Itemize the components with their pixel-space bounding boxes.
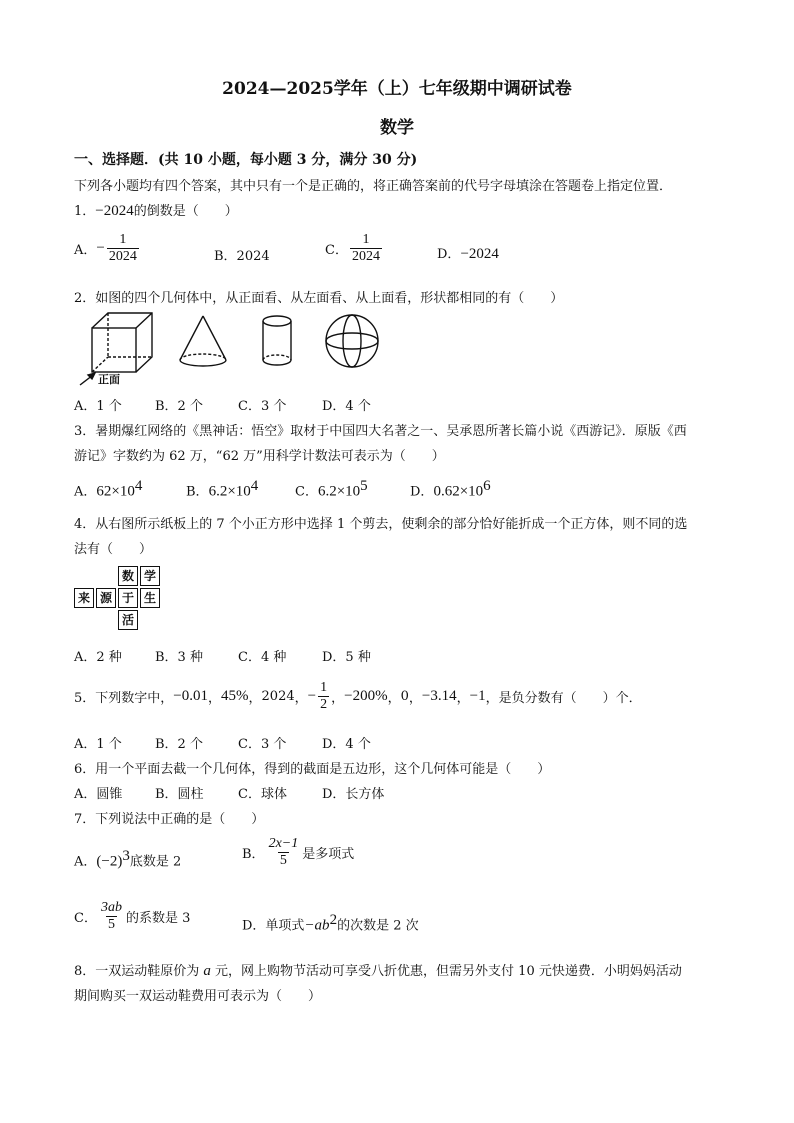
q7-a-expr: (−2) <box>96 853 123 870</box>
q7-option-a <box>74 848 181 870</box>
q1-a-sign: − <box>96 240 105 257</box>
q5-prefix: 5．下列数字中， <box>74 691 174 707</box>
q3-option-a <box>74 478 142 500</box>
question-3-line-2: 游记》字数约为 62 万，“62 万”用科学计数法可表示为（ ） <box>74 449 445 464</box>
q5-option-d: D．4 个 <box>322 737 371 752</box>
net-cell-yu: 于 <box>118 588 138 608</box>
exam-title: 2024—2025学年（上）七年级期中调研试卷 <box>222 79 572 99</box>
q3-c-exp: 5 <box>360 478 368 494</box>
q3-b-exp: 4 <box>250 478 259 494</box>
q2-solids-figure <box>76 308 396 388</box>
q1-d-label: D． <box>437 247 461 262</box>
q7-option-b <box>242 836 354 869</box>
q5-sep: ， <box>456 691 470 707</box>
q4-option-d: D．5 种 <box>322 650 371 665</box>
q5-sep: ， <box>387 691 401 707</box>
cube-net-figure <box>74 566 164 632</box>
q5-option-a: A．1 个 <box>74 737 122 752</box>
q5-num-1: −0.01 <box>173 688 208 705</box>
q1-option-a <box>74 232 141 265</box>
cone-figure <box>180 316 226 366</box>
q7-d-label: D．单项式 <box>242 918 305 934</box>
net-cell-lai: 来 <box>74 588 94 608</box>
q7-d-expr: −ab <box>304 917 330 934</box>
question-4-line-2: 法有（ ） <box>74 542 153 557</box>
q4-option-a: A．2 种 <box>74 650 122 665</box>
q5-num-7: −1 <box>469 688 486 705</box>
q1-c-label: C． <box>325 243 348 259</box>
q7-c-denominator: 5 <box>107 917 115 933</box>
q2-option-b: B．2 个 <box>155 399 203 414</box>
q5-sep: ， <box>248 691 262 707</box>
q5-frac-numerator: 1 <box>320 680 328 695</box>
q3-d-label: D． <box>410 484 434 500</box>
q1-c-numerator: 1 <box>362 232 370 247</box>
q5-sep: ， <box>208 691 222 707</box>
q5-num-5: 0 <box>400 689 409 705</box>
q7-a-label: A． <box>74 854 97 870</box>
front-view-label: 正面 <box>98 373 120 386</box>
q1-value: −2024 <box>95 203 134 219</box>
q5-sep: ， <box>408 691 422 707</box>
cylinder-figure <box>263 316 291 365</box>
q4-option-c: C．4 种 <box>238 650 287 665</box>
net-cell-huo: 活 <box>118 610 138 630</box>
q8-line1-post: 元，网上购物节活动可享受八折优惠，但需另外支付 10 元快递费．小明妈妈活动 <box>210 964 682 979</box>
q7-option-d <box>242 912 419 934</box>
q7-d-text: 的次数是 2 次 <box>337 918 419 934</box>
q4-option-b: B．3 种 <box>155 650 203 665</box>
question-1-stem <box>74 200 238 220</box>
q1-option-b: B．2024 <box>214 249 270 264</box>
question-4-line-1: 4．从右图所示纸板上的 7 个小正方形中选择 1 个剪去，使剩余的部分恰好能折成一个正方体，则不同的选 <box>74 517 688 532</box>
question-8-line-2: 期间购买一双运动鞋费用可表示为（ ） <box>74 989 322 1004</box>
q2-option-a: A．1 个 <box>74 399 122 414</box>
q6-option-d: D．长方体 <box>322 787 385 802</box>
q7-d-exp: 2 <box>329 912 338 928</box>
q3-a-label: A． <box>74 484 97 500</box>
q1-a-denominator: 2024 <box>108 249 137 265</box>
q7-a-text: 底数是 2 <box>129 854 182 870</box>
q5-sep: ， <box>294 691 308 707</box>
q5-option-b: B．2 个 <box>155 737 203 752</box>
question-7-stem: 7．下列说法中正确的是（ ） <box>74 812 265 827</box>
q3-option-b <box>186 478 258 500</box>
net-cell-xue: 学 <box>140 566 160 586</box>
q3-a-exp: 4 <box>134 478 143 494</box>
q5-num-4: −200% <box>344 688 388 705</box>
q3-d-coef: 0.62×10 <box>433 483 484 500</box>
q7-b-denominator: 5 <box>279 853 287 869</box>
q7-c-text: 的系数是 3 <box>125 911 191 927</box>
q1-d-value: −2024 <box>460 246 499 262</box>
q8-variable: a <box>203 963 211 979</box>
q1-number: 1． <box>74 204 96 219</box>
q5-sep: ， <box>331 691 345 707</box>
q7-c-label: C． <box>74 911 97 927</box>
q1-text: 的倒数是（ ） <box>133 204 238 219</box>
q5-num-3: 2024 <box>261 689 295 705</box>
q5-frac-sign: − <box>307 688 317 705</box>
q3-option-c <box>295 478 368 500</box>
subject-title: 数学 <box>380 118 414 138</box>
q7-c-numerator: 3ab <box>100 900 122 915</box>
cube-figure <box>92 313 152 372</box>
question-2-stem: 2．如图的四个几何体中，从正面看、从左面看、从上面看，形状都相同的有（ ） <box>74 291 564 306</box>
q6-option-c: C．球体 <box>238 787 287 802</box>
net-cell-shu: 数 <box>118 566 138 586</box>
q2-option-d: D．4 个 <box>322 399 371 414</box>
q3-option-d <box>410 478 491 500</box>
q1-a-label: A． <box>74 243 97 259</box>
q7-b-text: 是多项式 <box>302 847 355 863</box>
q5-num-6: −3.14 <box>421 688 457 705</box>
question-3-line-1: 3．暑期爆红网络的《黑神话：悟空》取材于中国四大名著之一、吴承恩所著长篇小说《西游记》．原版《西 <box>74 424 687 439</box>
q1-option-d <box>437 243 499 263</box>
section-heading: 一、选择题．(共 10 小题，每小题 3 分，满分 30 分) <box>74 152 418 168</box>
sphere-figure <box>326 315 378 367</box>
question-8-line-1 <box>74 960 682 980</box>
q5-suffix: ，是负分数有（ ）个． <box>485 691 642 707</box>
section-instructions: 下列各小题均有四个答案，其中只有一个是正确的，将正确答案前的代号字母填涂在答题卷上指定位置． <box>74 179 673 194</box>
q1-option-c <box>325 232 384 265</box>
q8-line1-pre: 8．一双运动鞋原价为 <box>74 964 204 979</box>
q3-c-label: C． <box>295 484 318 500</box>
q5-option-c: C．3 个 <box>238 737 287 752</box>
q3-b-coef: 6.2×10 <box>208 483 251 500</box>
q7-b-numerator: 2x−1 <box>268 836 299 851</box>
q3-b-label: B． <box>186 484 209 500</box>
q6-option-b: B．圆柱 <box>155 787 204 802</box>
q1-c-denominator: 2024 <box>351 249 380 265</box>
q7-a-exp: 3 <box>122 848 130 864</box>
net-cell-yuan: 源 <box>96 588 116 608</box>
q2-option-c: C．3 个 <box>238 399 287 414</box>
front-arrow <box>80 373 95 385</box>
q3-c-coef: 6.2×10 <box>317 483 361 500</box>
q7-b-label: B． <box>242 847 265 863</box>
q3-a-coef: 62×10 <box>96 483 135 500</box>
q5-num-2: 45% <box>221 688 249 705</box>
q6-option-a: A．圆锥 <box>74 787 123 802</box>
question-5-stem <box>74 680 642 713</box>
q3-d-exp: 6 <box>483 478 491 494</box>
net-cell-sheng: 生 <box>140 588 160 608</box>
q7-option-c <box>74 900 190 933</box>
q5-frac-denominator: 2 <box>320 697 328 713</box>
question-6-stem: 6．用一个平面去截一个几何体，得到的截面是五边形，这个几何体可能是（ ） <box>74 762 551 777</box>
q1-a-numerator: 1 <box>119 232 127 247</box>
